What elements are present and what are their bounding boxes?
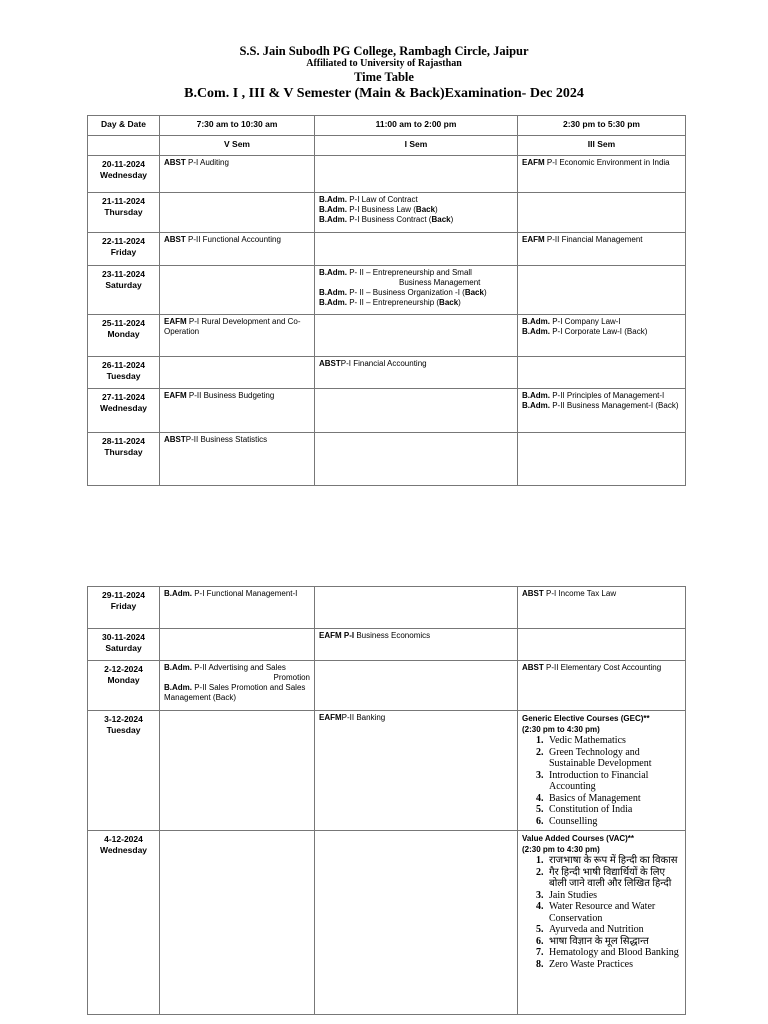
exam-cell [160, 233, 315, 266]
course-item: 6. Counselling [546, 816, 681, 828]
exam-cell [518, 831, 686, 1015]
course-item: 6. भाषा विज्ञान के मूल सिद्धान्त [546, 936, 681, 948]
weekday: Saturday [105, 643, 142, 653]
paper-code: EAFM P-I [319, 631, 355, 640]
paper-code: B.Adm. [319, 298, 347, 307]
paper-code: B.Adm. [319, 268, 347, 277]
exam-cell [518, 587, 686, 629]
exam-cell [518, 193, 686, 233]
table-row [88, 711, 686, 831]
paper-code: ABST [522, 589, 544, 598]
date: 23-11-2024 [101, 269, 145, 279]
paper-code: ABST [164, 235, 186, 244]
exam-cell [160, 266, 315, 315]
paper-entry: B.Adm. P-II Advertising and Sales [164, 663, 286, 672]
weekday: Monday [107, 329, 140, 339]
exam-cell [315, 433, 518, 486]
paper-entry: B.Adm. P-I Company Law-I [522, 317, 621, 326]
paper-entry: EAFMP-II Banking [319, 713, 386, 722]
exam-cell [315, 315, 518, 357]
paper-code: EAFM [319, 713, 342, 722]
paper-entry: B.Adm. P-II Business Management-I (Back) [522, 401, 679, 410]
paper-entry: ABST P-I Income Tax Law [522, 589, 617, 598]
sem-header-iii: III Sem [518, 136, 686, 156]
exam-cell [315, 587, 518, 629]
paper-entry: EAFM P-I Rural Development and Co-Operation [164, 317, 301, 336]
affiliation: Affiliated to University of Rajasthan [306, 58, 462, 69]
paper-entry: ABST P-II Functional Accounting [164, 235, 281, 244]
exam-cell [315, 233, 518, 266]
paper-entry: B.Adm. P-I Functional Management-I [164, 589, 298, 598]
course-item: 7. Hematology and Blood Banking [546, 947, 681, 959]
table-row [88, 831, 686, 1015]
paper-entry: B.Adm. P- II – Entrepreneurship and Small [319, 268, 472, 277]
exam-cell [518, 711, 686, 831]
weekday: Tuesday [106, 371, 141, 381]
exam-cell [160, 661, 315, 711]
weekday: Friday [110, 601, 137, 611]
date-cell [88, 587, 160, 629]
paper-entry: Promotion [273, 673, 310, 682]
table-row [88, 587, 686, 629]
exam-cell [518, 661, 686, 711]
paper-entry: B.Adm. P-II Sales Promotion and Sales Management (Back) [164, 683, 306, 702]
exam-cell [160, 433, 315, 486]
vac-block [522, 833, 681, 970]
date-cell [88, 233, 160, 266]
back-flag: Back [415, 205, 436, 214]
exam-cell [160, 315, 315, 357]
doc-title: Time Table [354, 70, 414, 84]
paper-code: B.Adm. [319, 195, 347, 204]
date-cell [88, 357, 160, 389]
back-flag: Back [439, 298, 459, 307]
exam-cell [160, 629, 315, 661]
table-row [88, 233, 686, 266]
date-cell [88, 389, 160, 433]
paper-code: B.Adm. [164, 683, 192, 692]
date: 26-11-2024 [101, 360, 145, 370]
weekday: Wednesday [99, 403, 148, 413]
exam-cell [518, 266, 686, 315]
paper-entry: EAFM P-II Financial Management [522, 235, 643, 244]
course-item: 4. Water Resource and Water Conservation [546, 901, 681, 924]
course-item: 5. Ayurveda and Nutrition [546, 924, 681, 936]
course-list [522, 735, 681, 827]
college-name: S.S. Jain Subodh PG College, Rambagh Circle, Jaipur [239, 44, 529, 58]
exam-cell [160, 587, 315, 629]
exam-cell [315, 629, 518, 661]
paper-entry: Business Management [399, 278, 481, 287]
paper-entry: B.Adm. P-I Corporate Law-I (Back) [522, 327, 648, 336]
course-item: 3. Introduction to Financial Accounting [546, 770, 681, 793]
weekday: Thursday [104, 447, 143, 457]
paper-entry: EAFM P-I Economic Environment in India [522, 158, 670, 167]
table-row [88, 433, 686, 486]
course-item: 2. गैर हिन्दी भाषी विद्यार्थियों के लिए बोली जाने वाली और लिखित हिन्दी [546, 867, 681, 890]
exam-cell [518, 389, 686, 433]
exam-cell [518, 156, 686, 193]
timetable-page-2 [87, 586, 686, 1015]
exam-cell [315, 156, 518, 193]
paper-code: B.Adm. [319, 288, 347, 297]
date-cell [88, 156, 160, 193]
paper-entry: EAFM P-I Business Economics [319, 631, 431, 640]
paper-code: B.Adm. [319, 205, 347, 214]
date: 28-11-2024 [101, 436, 145, 446]
exam-cell [315, 266, 518, 315]
paper-code: B.Adm. [522, 317, 550, 326]
table-row [88, 156, 686, 193]
exam-cell [518, 629, 686, 661]
date: 4-12-2024 [104, 834, 143, 844]
exam-title: B.Com. I , III & V Semester (Main & Back)Examination- Dec 2024 [184, 86, 584, 101]
list-title: Value Added Courses (VAC)** [522, 834, 635, 843]
date: 25-11-2024 [101, 318, 145, 328]
exam-cell [518, 315, 686, 357]
date: 20-11-2024 [101, 159, 145, 169]
exam-cell [315, 661, 518, 711]
paper-code: B.Adm. [319, 215, 347, 224]
table-row [88, 315, 686, 357]
exam-cell [160, 156, 315, 193]
list-time: (2:30 pm to 4:30 pm) [522, 845, 600, 854]
exam-cell [518, 433, 686, 486]
paper-entry: B.Adm. P-I Business Contract (Back) [319, 215, 454, 224]
paper-entry: EAFM P-II Business Budgeting [164, 391, 275, 400]
paper-entry: B.Adm. P- II – Business Organization -I (Back) [319, 288, 487, 297]
date: 3-12-2024 [104, 714, 143, 724]
back-flag: Back [431, 215, 451, 224]
date-cell [88, 266, 160, 315]
paper-code: B.Adm. [522, 391, 550, 400]
date-cell [88, 661, 160, 711]
table-row [88, 193, 686, 233]
col-header-slot2: 11:00 am to 2:00 pm [315, 116, 518, 136]
paper-entry: ABST P-II Elementary Cost Accounting [522, 663, 662, 672]
table-row [88, 357, 686, 389]
weekday: Tuesday [106, 725, 141, 735]
col-header-slot3: 2:30 pm to 5:30 pm [518, 116, 686, 136]
list-title: Generic Elective Courses (GEC)** [522, 714, 650, 723]
date-cell [88, 711, 160, 831]
weekday: Saturday [105, 280, 142, 290]
paper-entry: B.Adm. P- II – Entrepreneurship (Back) [319, 298, 461, 307]
date: 22-11-2024 [101, 236, 145, 246]
date-cell [88, 315, 160, 357]
date-cell [88, 193, 160, 233]
exam-cell [160, 357, 315, 389]
paper-code: EAFM [164, 391, 187, 400]
table-row [88, 266, 686, 315]
paper-code: ABST [164, 158, 186, 167]
table-row [88, 661, 686, 711]
paper-entry: B.Adm. P-I Law of Contract [319, 195, 418, 204]
col-header-day: Day & Date [88, 116, 160, 136]
back-flag: Back [464, 288, 484, 297]
exam-cell [518, 233, 686, 266]
date-cell [88, 433, 160, 486]
weekday: Thursday [104, 207, 143, 217]
date-cell [88, 629, 160, 661]
weekday: Wednesday [99, 845, 148, 855]
timetable-page-1 [87, 115, 686, 486]
exam-cell [315, 831, 518, 1015]
paper-entry: ABST P-I Auditing [164, 158, 229, 167]
exam-cell [160, 389, 315, 433]
date: 30-11-2024 [101, 632, 145, 642]
paper-code: B.Adm. [164, 663, 192, 672]
date: 21-11-2024 [101, 196, 145, 206]
exam-cell [315, 357, 518, 389]
course-item: 2. Green Technology and Sustainable Development [546, 747, 681, 770]
exam-cell [518, 357, 686, 389]
weekday: Wednesday [99, 170, 148, 180]
course-item: 4. Basics of Management [546, 793, 681, 805]
sem-header-i: I Sem [315, 136, 518, 156]
exam-cell [160, 193, 315, 233]
course-list [522, 855, 681, 970]
date-cell [88, 831, 160, 1015]
date: 27-11-2024 [101, 392, 145, 402]
exam-cell [315, 711, 518, 831]
course-item: 5. Constitution of India [546, 804, 681, 816]
table-row [88, 629, 686, 661]
paper-entry: B.Adm. P-I Business Law (Back) [319, 205, 438, 214]
exam-cell [160, 711, 315, 831]
col-header-slot1: 7:30 am to 10:30 am [160, 116, 315, 136]
paper-code: EAFM [164, 317, 187, 326]
exam-cell [315, 193, 518, 233]
weekday: Monday [107, 675, 140, 685]
paper-entry: ABSTP-II Business Statistics [164, 435, 268, 444]
course-item: 1. Vedic Mathematics [546, 735, 681, 747]
date: 29-11-2024 [101, 590, 145, 600]
course-item: 8. Zero Waste Practices [546, 959, 681, 971]
gec-block [522, 713, 681, 827]
paper-code: B.Adm. [164, 589, 192, 598]
paper-code: B.Adm. [522, 401, 550, 410]
paper-code: EAFM [522, 158, 545, 167]
document-header [0, 44, 768, 102]
date: 2-12-2024 [104, 664, 143, 674]
table-row [88, 389, 686, 433]
list-time: (2:30 pm to 4:30 pm) [522, 725, 600, 734]
course-item: 3. Jain Studies [546, 890, 681, 902]
weekday: Friday [110, 247, 137, 257]
exam-cell [315, 389, 518, 433]
paper-code: ABST [319, 359, 341, 368]
paper-code: ABST [164, 435, 186, 444]
paper-code: ABST [522, 663, 544, 672]
paper-entry: ABSTP-I Financial Accounting [319, 359, 427, 368]
sem-header-v: V Sem [160, 136, 315, 156]
exam-cell [160, 831, 315, 1015]
course-item: 1. राजभाषा के रूप में हिन्दी का विकास [546, 855, 681, 867]
paper-entry: B.Adm. P-II Principles of Management-I [522, 391, 665, 400]
paper-code: EAFM [522, 235, 545, 244]
paper-code: B.Adm. [522, 327, 550, 336]
